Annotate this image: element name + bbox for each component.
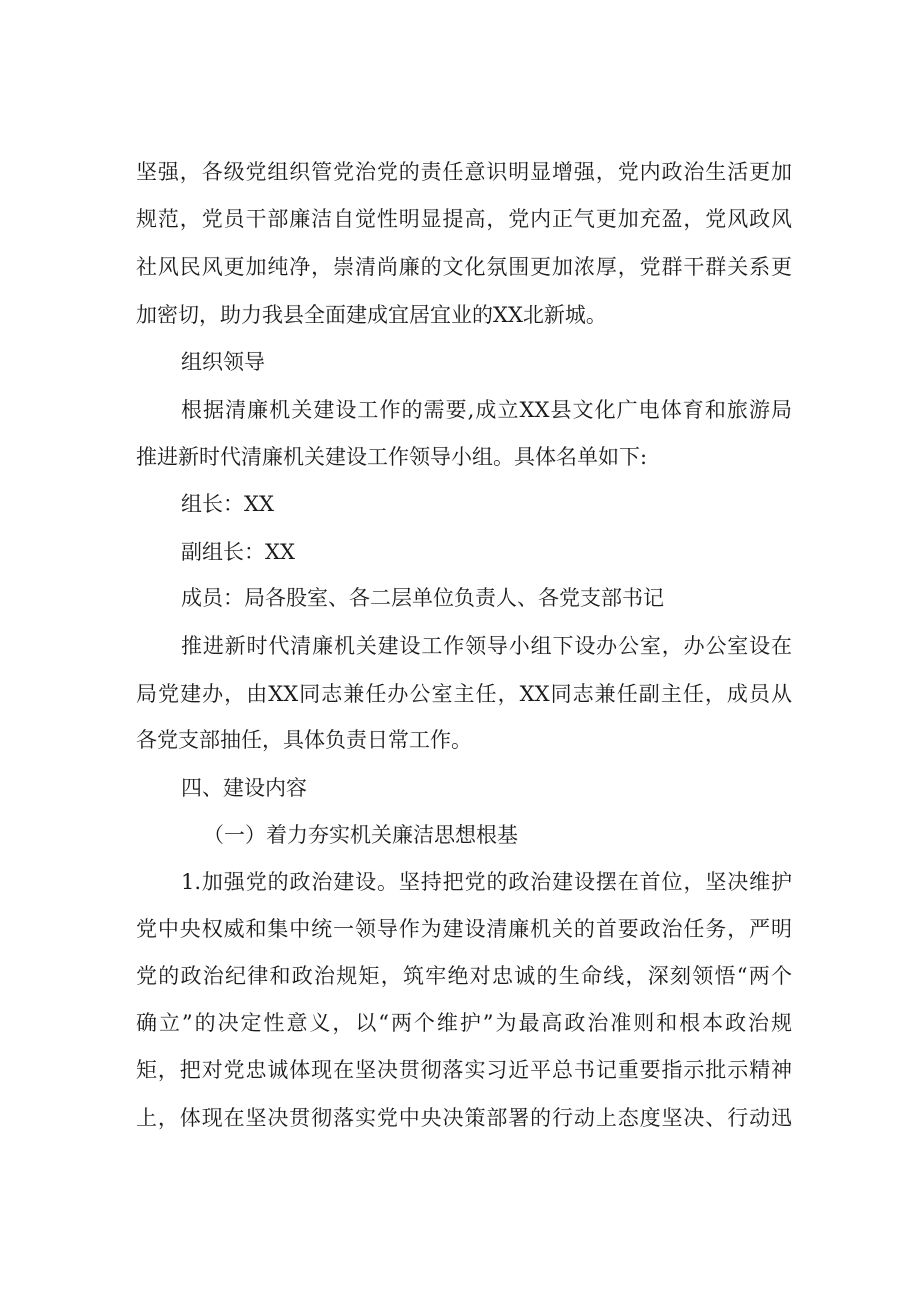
members-line: 成员：局各股室、各二层单位负责人、各党支部书记 — [181, 586, 664, 610]
paragraph-line-4: 加密切，助力我县全面建成宜居宜业的XX北新城。 — [136, 303, 607, 327]
paragraph-line-11: 推进新时代清廉机关建设工作领导小组下设办公室，办公室设在 — [181, 634, 792, 658]
subsection-heading-1: （一）着力夯实机关廉洁思想根基 — [203, 823, 518, 847]
paragraph-line-20: 矩，把对党忠诚体现在坚决贯彻落实习近平总书记重要指示批示精神 — [136, 1058, 792, 1082]
leader-line: 组长：XX — [181, 492, 274, 516]
paragraph-line-16: 1.加强党的政治建设。坚持把党的政治建设摆在首位，坚决维护 — [181, 870, 792, 894]
paragraph-line-7: 推进新时代清廉机关建设工作领导小组。具体名单如下: — [136, 445, 648, 469]
paragraph-line-18: 党的政治纪律和政治规矩，筑牢绝对忠诚的生命线，深刻领悟“两个 — [136, 964, 792, 988]
paragraph-line-1: 坚强，各级党组织管党治党的责任意识明显增强，党内政治生活更加 — [136, 160, 792, 184]
paragraph-line-17: 党中央权威和集中统一领导作为建设清廉机关的首要政治任务，严明 — [136, 917, 792, 941]
paragraph-line-21: 上，体现在坚决贯彻落实党中央决策部署的行动上态度坚决、行动迅 — [136, 1106, 792, 1130]
paragraph-line-3: 社风民风更加纯净，崇清尚廉的文化氛围更加浓厚，党群干群关系更 — [136, 255, 792, 279]
paragraph-line-2: 规范，党员干部廉洁自觉性明显提高，党内正气更加充盈，党风政风 — [136, 207, 792, 231]
deputy-leader-line: 副组长：XX — [181, 540, 295, 564]
paragraph-line-19: 确立”的决定性意义，以“两个维护”为最高政治准则和根本政治规 — [136, 1011, 792, 1035]
paragraph-line-6: 根据清廉机关建设工作的需要,成立XX县文化广电体育和旅游局 — [181, 398, 792, 422]
paragraph-line-13: 各党支部抽任，具体负责日常工作。 — [136, 728, 472, 752]
paragraph-line-12: 局党建办，由XX同志兼任办公室主任，XX同志兼任副主任，成员从 — [136, 682, 792, 706]
section-heading-organization: 组织领导 — [181, 350, 265, 374]
section-heading-content: 四、建设内容 — [181, 776, 307, 800]
